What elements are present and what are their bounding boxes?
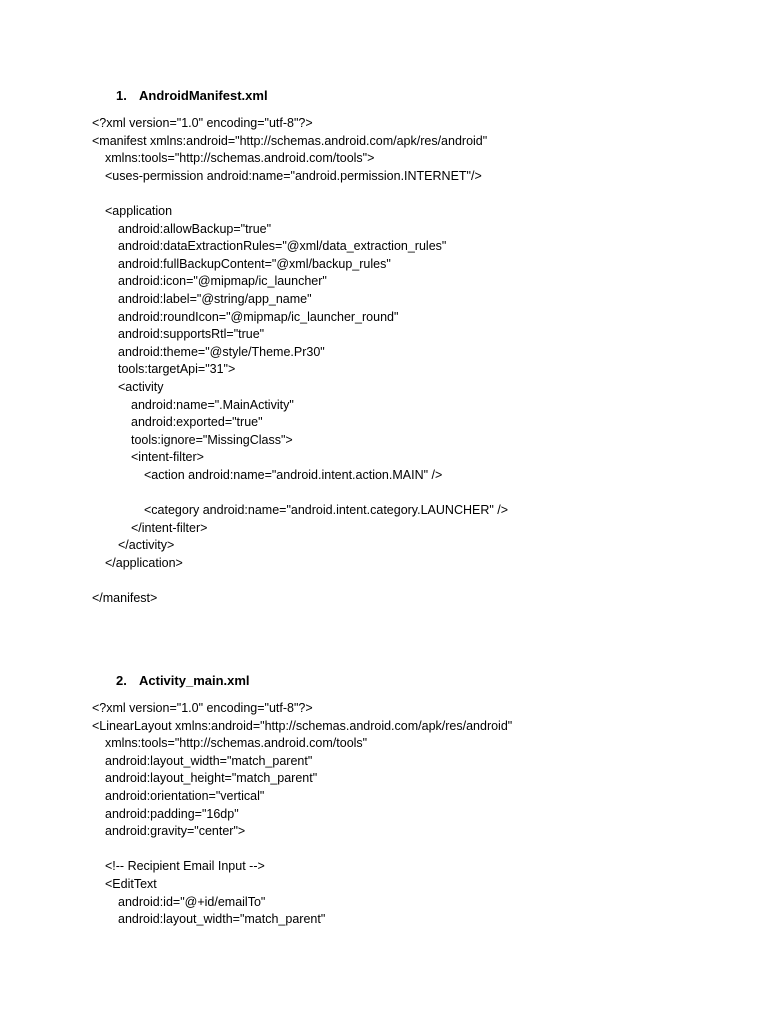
code-block xyxy=(0,115,768,608)
section-activity-main xyxy=(0,673,768,929)
section-title: Activity_main.xml xyxy=(139,673,250,688)
code-line: android:allowBackup="true" xyxy=(118,221,272,236)
code-line: android:icon="@mipmap/ic_launcher" xyxy=(118,274,327,289)
section-heading xyxy=(0,673,768,693)
code-line-blank xyxy=(0,484,768,502)
code-line: android:layout_width="match_parent" xyxy=(105,753,313,768)
code-line: <category android:name="android.intent.category.LAUNCHER" /> xyxy=(144,503,509,518)
code-line: xmlns:tools="http://schemas.android.com/tools"> xyxy=(105,151,375,166)
code-line: android:dataExtractionRules="@xml/data_extraction_rules" xyxy=(118,239,447,254)
code-line: xmlns:tools="http://schemas.android.com/tools" xyxy=(105,736,368,751)
section-number: 2. xyxy=(116,673,127,688)
code-block xyxy=(0,700,768,929)
code-line: android:id="@+id/emailTo" xyxy=(118,894,266,909)
code-line: android:layout_width="match_parent" xyxy=(118,912,326,927)
code-line: android:padding="16dp" xyxy=(105,806,239,821)
code-line: <!-- Recipient Email Input --> xyxy=(105,859,265,874)
code-line: tools:targetApi="31"> xyxy=(118,362,236,377)
code-line: <?xml version="1.0" encoding="utf-8"?> xyxy=(92,116,313,130)
section-heading xyxy=(0,88,768,108)
code-line: </application> xyxy=(105,555,183,570)
code-line: <action android:name="android.intent.action.MAIN" /> xyxy=(144,467,443,482)
code-line-blank xyxy=(0,185,768,203)
code-line: android:fullBackupContent="@xml/backup_rules" xyxy=(118,256,391,271)
code-line: android:gravity="center"> xyxy=(105,824,246,839)
code-line: <LinearLayout xmlns:android="http://schemas.android.com/apk/res/android" xyxy=(92,718,513,733)
code-line: <uses-permission android:name="android.permission.INTERNET"/> xyxy=(105,168,482,183)
code-line-blank xyxy=(0,841,768,859)
section-android-manifest xyxy=(0,88,768,608)
code-line: android:supportsRtl="true" xyxy=(118,327,265,342)
code-line: android:orientation="vertical" xyxy=(105,788,265,803)
code-line: android:name=".MainActivity" xyxy=(131,397,294,412)
code-line-blank xyxy=(0,572,768,590)
code-line: <manifest xmlns:android="http://schemas.android.com/apk/res/android" xyxy=(92,133,488,148)
code-line: android:exported="true" xyxy=(131,415,263,430)
code-line: </manifest> xyxy=(92,591,158,606)
code-line: <?xml version="1.0" encoding="utf-8"?> xyxy=(92,701,313,715)
code-line: </intent-filter> xyxy=(131,520,208,535)
code-line: <EditText xyxy=(105,876,157,891)
section-number: 1. xyxy=(116,88,127,103)
code-line: android:label="@string/app_name" xyxy=(118,291,312,306)
code-line: android:roundIcon="@mipmap/ic_launcher_round" xyxy=(118,309,399,324)
code-line: android:theme="@style/Theme.Pr30" xyxy=(118,344,325,359)
code-line: <intent-filter> xyxy=(131,450,204,465)
code-line: android:layout_height="match_parent" xyxy=(105,771,318,786)
code-line: <activity xyxy=(118,379,164,394)
code-line: tools:ignore="MissingClass"> xyxy=(131,432,293,447)
section-title: AndroidManifest.xml xyxy=(139,88,268,103)
code-line: </activity> xyxy=(118,538,175,553)
code-line: <application xyxy=(105,203,173,218)
